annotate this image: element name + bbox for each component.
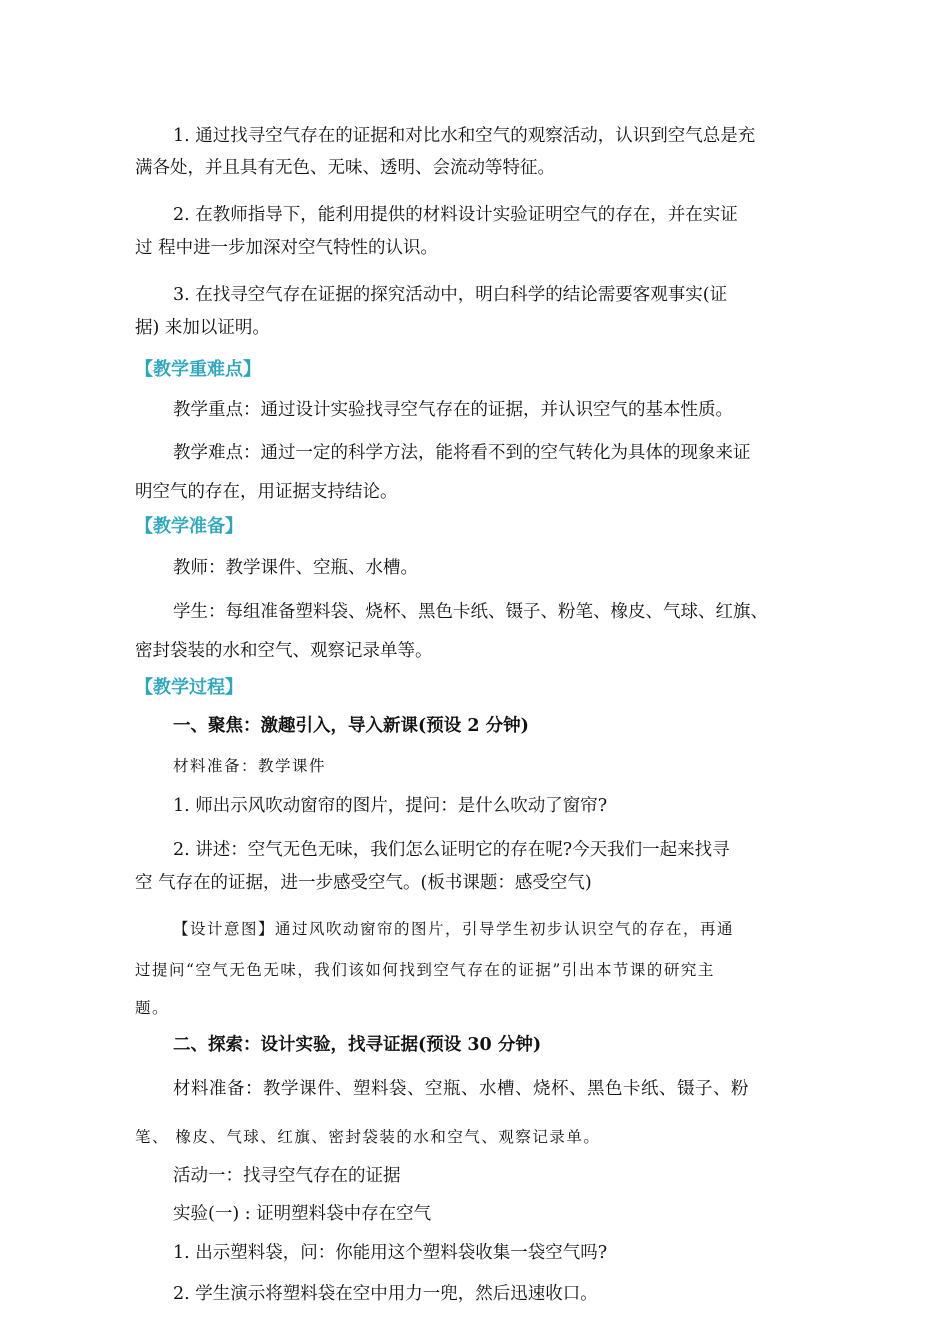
part2-materials-line1: 材料准备：教学课件、塑料袋、空瓶、水槽、烧杯、黑色卡纸、镊子、粉 <box>173 1079 749 1099</box>
preparation-heading: 【教学准备】 <box>135 516 243 537</box>
objective-3-line2: 据) 来加以证明。 <box>135 318 270 338</box>
process-heading: 【教学过程】 <box>135 677 243 698</box>
part2-step1: 1. 出示塑料袋，问：你能用这个塑料袋收集一袋空气吗? <box>173 1243 608 1263</box>
part1-design-line1: 【设计意图】通过风吹动窗帘的图片，引导学生初步认识空气的存在，再通 <box>173 920 735 938</box>
key-point-difficulty-line2: 明空气的存在，用证据支持结论。 <box>135 482 398 502</box>
part2-materials-line2: 笔、 橡皮、气球、红旗、密封袋装的水和空气、观察记录单。 <box>135 1128 601 1146</box>
key-points-heading: 【教学重难点】 <box>135 359 261 380</box>
preparation-student-line1: 学生：每组准备塑料袋、烧杯、黑色卡纸、镊子、粉笔、橡皮、气球、红旗、 <box>173 602 768 622</box>
part1-materials: 材料准备：教学课件 <box>173 757 327 775</box>
key-point-focus: 教学重点：通过设计实验找寻空气存在的证据，并认识空气的基本性质。 <box>173 400 733 420</box>
part1-step2-line1: 2. 讲述：空气无色无味，我们怎么证明它的存在呢?今天我们一起来找寻 <box>173 840 730 860</box>
preparation-student-line2: 密封袋装的水和空气、观察记录单等。 <box>135 641 433 661</box>
objective-2-line1: 2. 在教师指导下，能利用提供的材料设计实验证明空气的存在，并在实证 <box>173 205 738 225</box>
part2-experiment1: 实验(一) : 证明塑料袋中存在空气 <box>173 1204 432 1224</box>
part1-step1: 1. 师出示风吹动窗帘的图片，提问：是什么吹动了窗帘? <box>173 796 608 816</box>
key-point-difficulty-line1: 教学难点：通过一定的科学方法，能将看不到的空气转化为具体的现象来证 <box>173 443 751 463</box>
objective-3-line1: 3. 在找寻空气存在证据的探究活动中，明白科学的结论需要客观事实(证 <box>173 285 728 305</box>
part1-design-line2: 过提问“空气无色无味，我们该如何找到空气存在的证据”引出本节课的研究主 <box>135 961 715 979</box>
objective-1-line1: 1. 通过找寻空气存在的证据和对比水和空气的观察活动，认识到空气总是充 <box>173 126 756 146</box>
part2-step2: 2. 学生演示将塑料袋在空中用力一兜，然后迅速收口。 <box>173 1284 598 1304</box>
objective-2-line2: 过 程中进一步加深对空气特性的认识。 <box>135 238 439 258</box>
part2-title: 二、探索：设计实验，找寻证据(预设 30 分钟) <box>173 1035 542 1055</box>
part1-title: 一、聚焦：激趣引入，导入新课(预设 2 分钟) <box>173 716 529 736</box>
part2-activity1: 活动一：找寻空气存在的证据 <box>173 1166 401 1186</box>
part1-design-line3: 题。 <box>135 999 170 1017</box>
part1-step2-line2: 空 气存在的证据，进一步感受空气。(板书课题：感受空气) <box>135 873 592 893</box>
objective-1-line2: 满各处，并且具有无色、无味、透明、会流动等特征。 <box>135 158 555 178</box>
preparation-teacher: 教师：教学课件、空瓶、水槽。 <box>173 558 418 578</box>
